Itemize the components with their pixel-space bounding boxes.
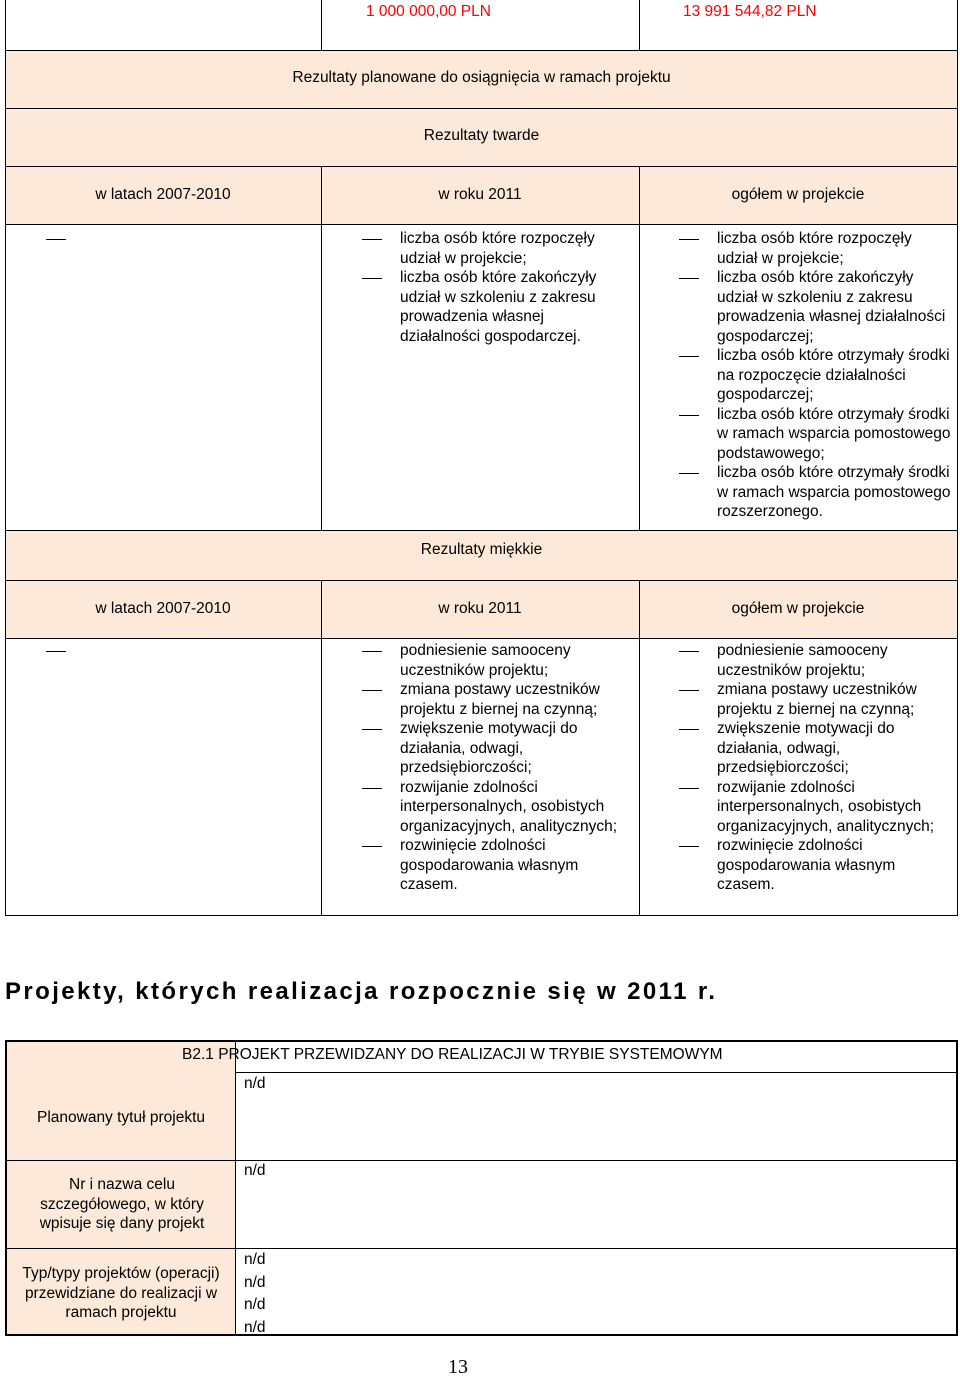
list-item: rozwijanie zdolności interpersonalnych, osobistych organizacyjnych, analitycznych; <box>679 778 947 837</box>
list-item: podniesienie samooceny uczestników projektu; <box>679 641 947 680</box>
soft-col-total: ogółem w projekcie <box>731 600 865 617</box>
list-item: zmiana postawy uczestników projektu z biernej na czynną; <box>679 680 947 719</box>
list-item: liczba osób które zakończyły udział w szkoleniu z zakresu prowadzenia własnej działalności gospodarczej; <box>679 268 954 346</box>
list-item: zwiększenie motywacji do działania, odwagi, przedsiębiorczości; <box>362 719 630 778</box>
list-item: zwiększenie motywacji do działania, odwagi, przedsiębiorczości; <box>679 719 947 778</box>
list-item: rozwijanie zdolności interpersonalnych, osobistych organizacyjnych, analitycznych; <box>362 778 630 837</box>
list-item: rozwinięcie zdolności gospodarowania własnym czasem. <box>362 836 630 895</box>
b2-label-title: Planowany tytuł projektu <box>36 1109 205 1126</box>
list-item: podniesienie samooceny uczestników projektu; <box>362 641 630 680</box>
type-value: n/d <box>244 1251 266 1268</box>
b2-value-goal: n/d <box>244 1162 266 1179</box>
hard-col2-list <box>362 229 624 346</box>
soft-col3-list <box>679 641 947 895</box>
hard-col-total: ogółem w projekcie <box>731 186 865 203</box>
soft-col1-empty-dash <box>46 651 66 652</box>
soft-col2-list <box>362 641 630 895</box>
b2-value-title: n/d <box>244 1075 266 1092</box>
b2-label-goal: Nr i nazwa celu szczegółowego, w który wpisuje się dany projekt <box>39 1176 205 1232</box>
list-item: liczba osób które rozpoczęły udział w projekcie; <box>679 229 954 268</box>
hard-col-2011: w roku 2011 <box>438 186 522 203</box>
list-item: liczba osób które zakończyły udział w szkoleniu z zakresu prowadzenia własnej działalności gospodarczej. <box>362 268 624 346</box>
b2-title: B2.1 PROJEKT PRZEWIDZANY DO REALIZACJI W TRYBIE SYSTEMOWYM <box>182 1046 723 1063</box>
list-item: liczba osób które otrzymały środki w ramach wsparcia pomostowego podstawowego; <box>679 405 954 464</box>
list-item: liczba osób które otrzymały środki w ramach wsparcia pomostowego rozszerzonego. <box>679 463 954 522</box>
planned-results-title: Rezultaty planowane do osiągnięcia w ramach projektu <box>292 69 671 86</box>
type-value: n/d <box>244 1296 266 1313</box>
list-item: liczba osób które otrzymały środki na rozpoczęcie działalności gospodarczej; <box>679 346 954 405</box>
b2-label-types: Typ/typy projektów (operacji) przewidziane do realizacji w ramach projektu <box>22 1265 220 1321</box>
type-value: n/d <box>244 1273 266 1291</box>
section-heading: Projekty, których realizacja rozpocznie się w 2011 r. <box>5 978 718 1005</box>
hard-results-title: Rezultaty twarde <box>423 127 540 144</box>
hard-col-2007-2010: w latach 2007-2010 <box>95 186 231 203</box>
list-item: rozwinięcie zdolności gospodarowania własnym czasem. <box>679 836 947 895</box>
amount-total: 13 991 544,82 PLN <box>683 3 817 20</box>
soft-col-2007-2010: w latach 2007-2010 <box>95 600 231 617</box>
hard-col3-list <box>679 229 954 522</box>
page-number: 13 <box>448 1356 468 1378</box>
type-value: n/d <box>244 1318 266 1336</box>
soft-col-2011: w roku 2011 <box>438 600 522 617</box>
list-item: zmiana postawy uczestników projektu z biernej na czynną; <box>362 680 630 719</box>
b2-value-types <box>244 1249 266 1339</box>
hard-col1-empty-dash <box>46 239 66 240</box>
soft-results-title: Rezultaty miękkie <box>420 541 543 558</box>
list-item: liczba osób które rozpoczęły udział w projekcie; <box>362 229 624 268</box>
amount-2011: 1 000 000,00 PLN <box>366 3 491 20</box>
